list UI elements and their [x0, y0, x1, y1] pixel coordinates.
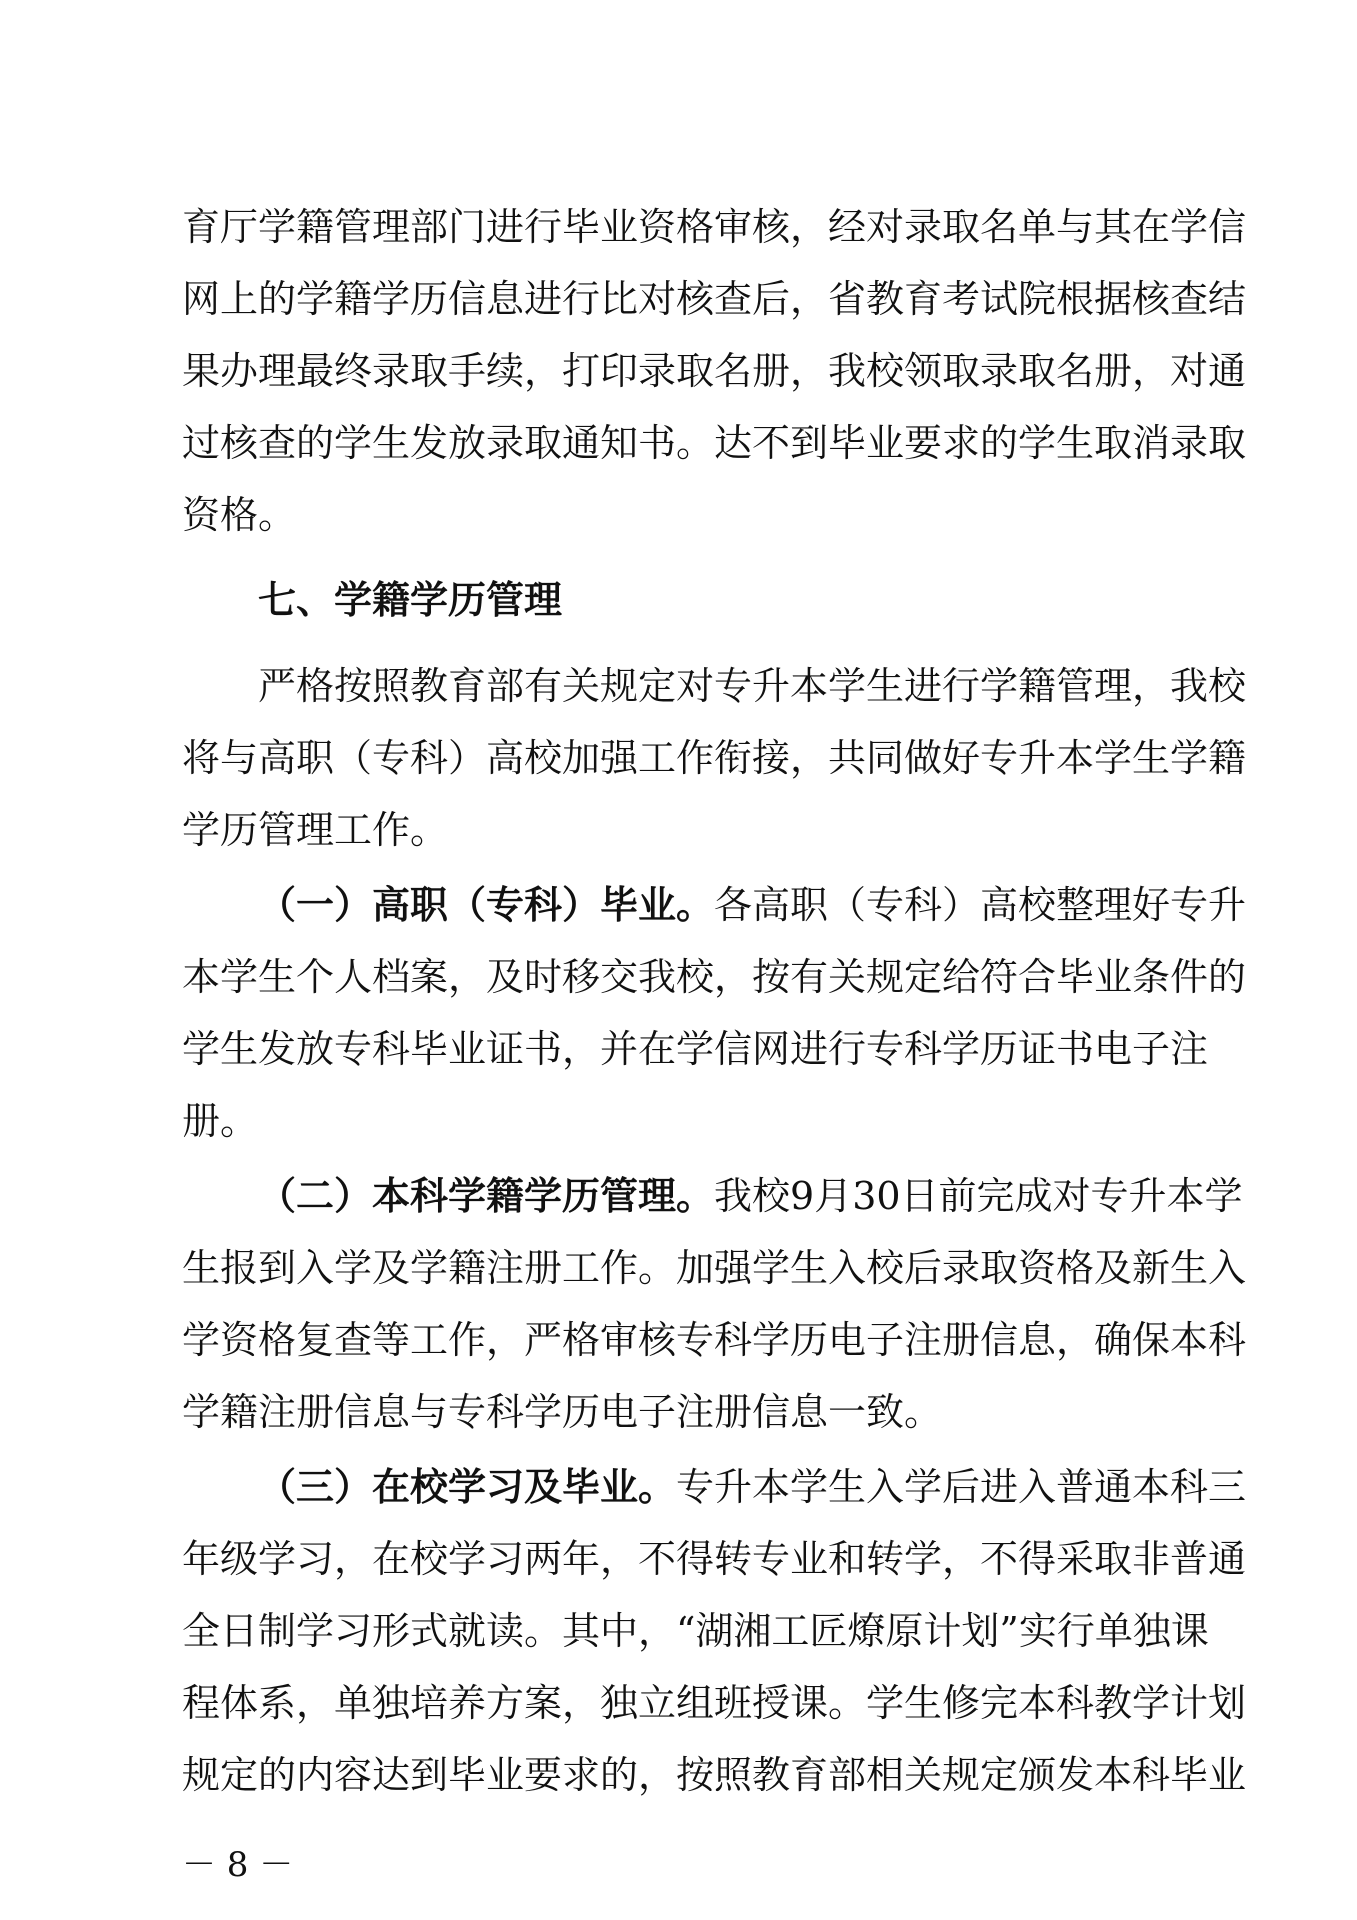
item-lead: （三）在校学习及毕业。 [258, 1465, 677, 1509]
body-line: 过核查的学生发放录取通知书。达不到毕业要求的学生取消录取 [182, 421, 1247, 465]
body-line: 年级学习，在校学习两年，不得转专业和转学，不得采取非普通 [182, 1537, 1247, 1581]
body-line: 学历管理工作。 [182, 808, 449, 852]
body-line: 网上的学籍学历信息进行比对核查后，省教育考试院根据核查结 [182, 277, 1247, 321]
item-first-line [258, 1166, 1243, 1226]
body-line: 全日制学习形式就读。其中，“湖湘工匠燎原计划”实行单独课 [182, 1609, 1209, 1653]
body-line: 程体系，单独培养方案，独立组班授课。学生修完本科教学计划 [182, 1681, 1247, 1725]
item-first-line-text: 我校9月30日前完成对专升本学 [714, 1174, 1243, 1218]
body-line: 册。 [182, 1099, 259, 1143]
body-line: 生报到入学及学籍注册工作。加强学生入校后录取资格及新生入 [182, 1246, 1247, 1290]
item-lead: （一）高职（专科）毕业。 [258, 883, 715, 927]
item-first-line-text: 专升本学生入学后进入普通本科三 [676, 1465, 1247, 1509]
item-first-line [258, 1457, 1247, 1517]
body-line: 规定的内容达到毕业要求的，按照教育部相关规定颁发本科毕业 [182, 1753, 1247, 1797]
body-line: 学籍注册信息与专科学历电子注册信息一致。 [182, 1390, 943, 1434]
body-line: 本学生个人档案，及时移交我校，按有关规定给符合毕业条件的 [182, 955, 1247, 999]
item-lead: （二）本科学籍学历管理。 [258, 1174, 715, 1218]
body-line: 果办理最终录取手续，打印录取名册，我校领取录取名册，对通 [182, 349, 1247, 393]
body-line: 育厅学籍管理部门进行毕业资格审核，经对录取名单与其在学信 [182, 205, 1247, 249]
body-line: 严格按照教育部有关规定对专升本学生进行学籍管理，我校 [258, 664, 1247, 708]
body-line: 资格。 [182, 493, 297, 537]
body-line: 学资格复查等工作，严格审核专科学历电子注册信息，确保本科 [182, 1318, 1247, 1362]
page-number: － 8 － [182, 1845, 294, 1885]
body-line: 学生发放专科毕业证书，并在学信网进行专科学历证书电子注 [182, 1027, 1209, 1071]
item-first-line-text: 各高职（专科）高校整理好专升 [714, 883, 1247, 927]
item-first-line [258, 875, 1247, 935]
body-line: 将与高职（专科）高校加强工作衔接，共同做好专升本学生学籍 [182, 736, 1247, 780]
section-heading: 七、学籍学历管理 [258, 578, 563, 622]
